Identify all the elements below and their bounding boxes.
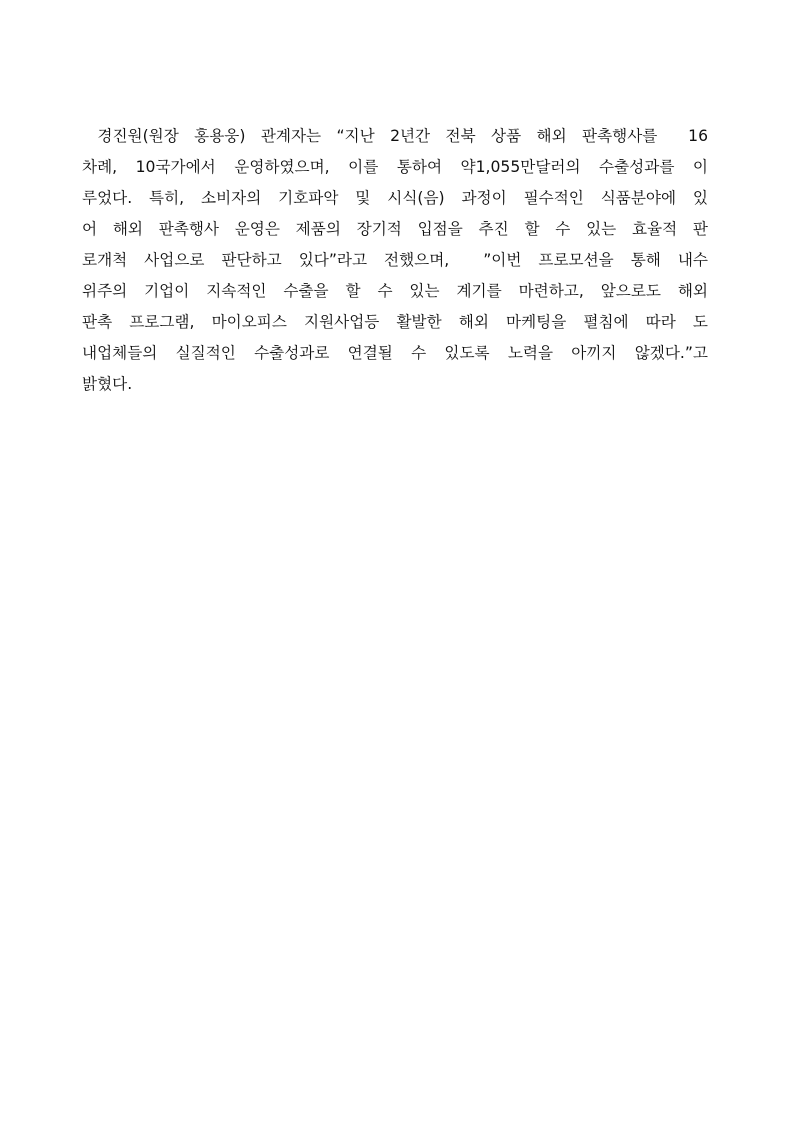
paragraph-line-4: 어 해외 판촉행사 운영은 제품의 장기적 입점을 추진 할 수 있는 효율적 판 <box>82 220 708 238</box>
paragraph-line-3: 루었다. 특히, 소비자의 기호파악 및 시식(음) 과정이 필수적인 식품분야에 있 <box>82 189 708 207</box>
paragraph-line-7: 판촉 프로그램, 마이오피스 지원사업등 활발한 해외 마케팅을 펼침에 따라 도 <box>82 313 708 331</box>
body-paragraph <box>82 121 708 400</box>
paragraph-line-8: 내업체들의 실질적인 수출성과로 연결될 수 있도록 노력을 아끼지 않겠다.”고 <box>82 344 708 362</box>
paragraph-line-2: 차례, 10국가에서 운영하였으며, 이를 통하여 약1,055만달러의 수출성과를 이 <box>82 158 708 176</box>
paragraph-line-6: 위주의 기업이 지속적인 수출을 할 수 있는 계기를 마련하고, 앞으로도 해외 <box>82 282 708 300</box>
paragraph-line-1: 경진원(원장 홍용웅) 관계자는 “지난 2년간 전북 상품 해외 판촉행사를 16 <box>82 127 708 145</box>
paragraph-line-9: 밝혔다. <box>82 375 133 393</box>
paragraph-line-5: 로개척 사업으로 판단하고 있다”라고 전했으며, ”이번 프로모션을 통해 내수 <box>82 251 708 269</box>
